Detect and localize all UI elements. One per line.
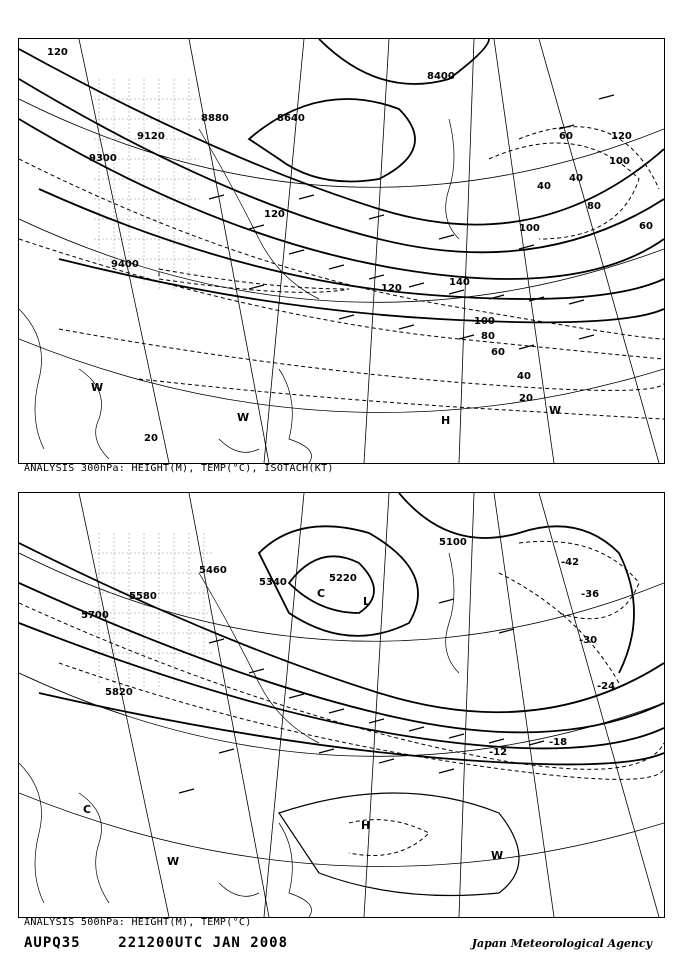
isotach-label: 120 [381,283,402,294]
product-id-label: AUPQ35 221200UTC JAN 2008 [24,935,289,951]
isotherm-label: -24 [597,681,616,692]
pressure-center-label: H [441,414,451,427]
map-panel-300hpa [18,38,665,464]
meridian-lines [79,39,659,463]
height-label-group [81,537,467,698]
height-label: 5820 [105,687,133,698]
coastlines [19,553,459,917]
pressure-center-label: W [491,849,504,862]
isotach-label: 40 [537,181,551,192]
agency-label: Japan Meteorological Agency [471,937,652,950]
pressure-center-label: W [549,404,562,417]
pressure-center-label: H [361,819,371,832]
isotach-label: 60 [559,131,573,142]
isotach-label: 20 [144,433,158,444]
pressure-center-label: C [317,587,326,600]
isotach-label: 60 [639,221,653,232]
height-label: 5460 [199,565,227,576]
isotach-label: 120 [611,131,632,142]
isotach-label: 140 [449,277,470,288]
map-panel-500hpa [18,492,665,918]
isotherm-label: -12 [489,747,508,758]
latitude-arcs [19,99,664,412]
isotach-label: 60 [491,347,505,358]
isotach-label: 40 [517,371,531,382]
height-label: 5340 [259,577,287,588]
height-label: 8880 [201,113,229,124]
pressure-center-label: W [237,411,250,424]
isotach-label: 80 [587,201,601,212]
height-label: 9400 [111,259,139,270]
height-label: 8640 [277,113,305,124]
isotherm-contours [19,541,664,855]
height-label: 5100 [439,537,467,548]
isotherm-label: -42 [561,557,580,568]
pressure-center-label: C [83,803,92,816]
pressure-center-label: W [91,381,104,394]
height-label: 5220 [329,573,357,584]
height-contours [19,493,664,764]
isotach-label: 100 [474,316,495,327]
isotach-label: 120 [47,47,68,58]
height-label: 5580 [129,591,157,602]
isotach-label: 100 [609,156,630,167]
map-300hpa-svg [19,39,664,463]
pressure-center-label: W [167,855,180,868]
height-label: 5700 [81,610,109,621]
height-label: 9300 [89,153,117,164]
isotherm-label-group [489,557,615,758]
hatch-area [94,533,214,693]
isotach-label: 120 [264,209,285,220]
isotach-label: 80 [481,331,495,342]
map-500hpa-svg [19,493,664,917]
height-label: 9120 [137,131,165,142]
pressure-center-group [91,381,561,427]
caption-500hpa: ANALYSIS 500hPa: HEIGHT(M), TEMP(°C) [24,917,252,928]
height-contours [19,39,664,322]
isotach-label: 40 [569,173,583,184]
isotherm-label: -36 [581,589,600,600]
isotherm-label: -18 [549,737,568,748]
isotach-label-group [47,47,653,444]
isotach-label: 20 [519,393,533,404]
isotach-label: 100 [519,223,540,234]
height-label: 8400 [427,71,455,82]
trough-closed-contour [279,793,519,896]
pressure-center-label: L [363,595,371,608]
isotherm-label: -30 [579,635,598,646]
wind-barbs [209,95,614,349]
pressure-center-group [83,587,503,868]
caption-300hpa: ANALYSIS 300hPa: HEIGHT(M), TEMP(°C), ISOTACH(KT) [24,463,334,474]
